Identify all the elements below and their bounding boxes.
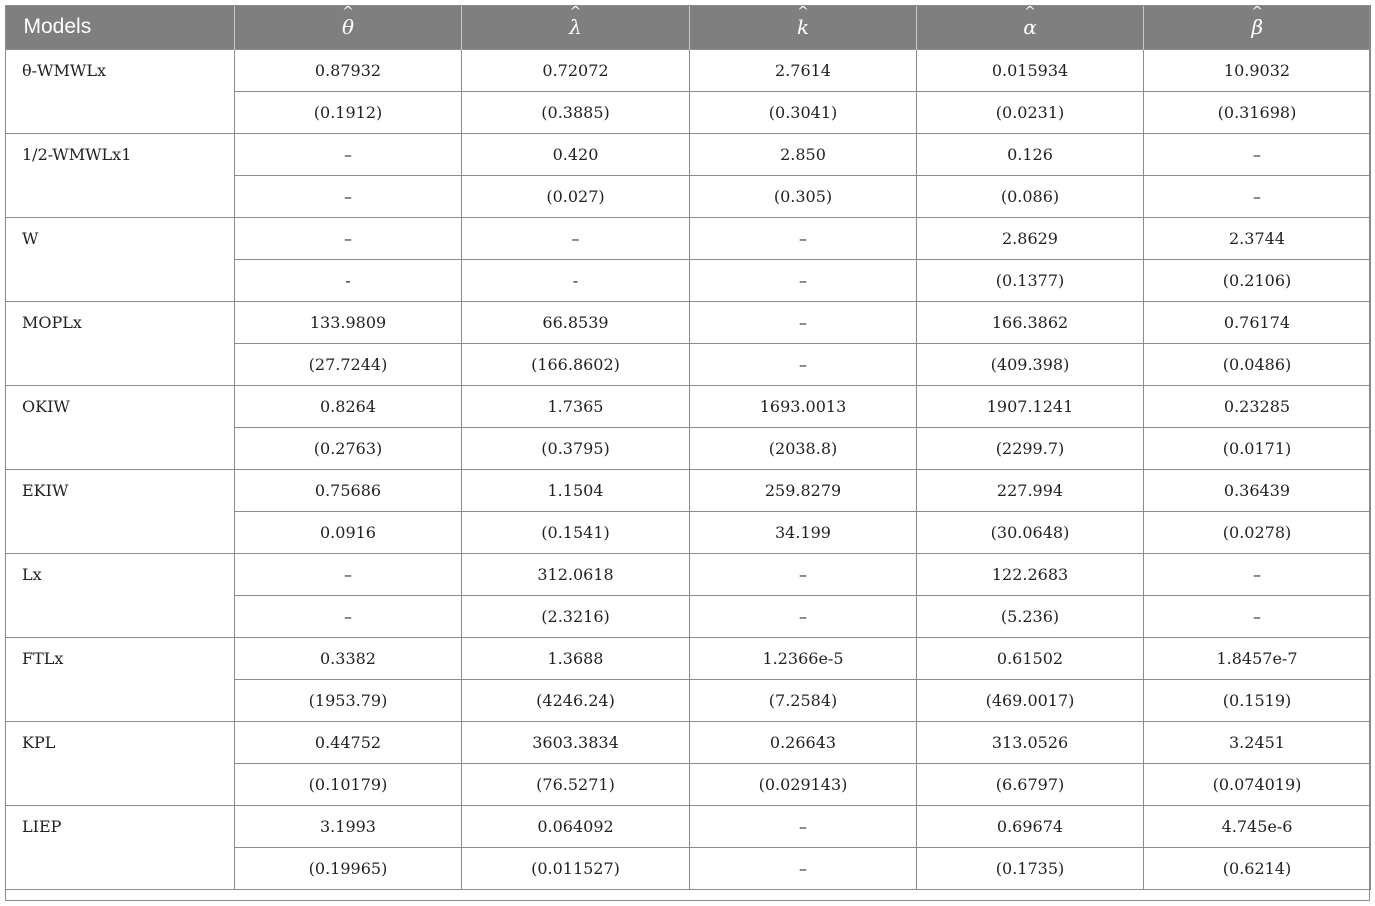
estimate-cell: 0.420 <box>462 134 690 176</box>
estimate-cell: 2.850 <box>690 134 917 176</box>
estimate-cell: 2.8629 <box>917 218 1144 260</box>
standard-error-cell: (0.074019) <box>1144 764 1371 806</box>
standard-error-cell: (76.5271) <box>462 764 690 806</box>
model-name-cell: MOPLx <box>6 302 235 386</box>
model-name-cell: LIEP <box>6 806 235 890</box>
standard-error-cell: (0.0278) <box>1144 512 1371 554</box>
estimate-cell: 0.69674 <box>917 806 1144 848</box>
estimate-cell: 10.9032 <box>1144 50 1371 92</box>
estimate-cell: 3.2451 <box>1144 722 1371 764</box>
standard-error-cell: (0.10179) <box>235 764 462 806</box>
estimate-cell: – <box>1144 554 1371 596</box>
standard-error-cell: (0.19965) <box>235 848 462 890</box>
standard-error-cell: (0.305) <box>690 176 917 218</box>
standard-error-cell: (0.1541) <box>462 512 690 554</box>
estimate-cell: 3.1993 <box>235 806 462 848</box>
estimate-cell: 1693.0013 <box>690 386 917 428</box>
table-row-estimates <box>6 386 1371 428</box>
standard-error-cell: – <box>690 344 917 386</box>
table-row-estimates <box>6 218 1371 260</box>
header-beta: ^ β <box>1144 5 1371 50</box>
standard-error-cell: (409.398) <box>917 344 1144 386</box>
standard-error-cell: (27.7244) <box>235 344 462 386</box>
model-name-cell: 1/2-WMWLx1 <box>6 134 235 218</box>
model-name-cell: OKIW <box>6 386 235 470</box>
standard-error-cell: (2.3216) <box>462 596 690 638</box>
standard-error-cell: (0.086) <box>917 176 1144 218</box>
table-row-estimates <box>6 50 1371 92</box>
estimate-cell: 4.745e-6 <box>1144 806 1371 848</box>
standard-error-cell: (7.2584) <box>690 680 917 722</box>
model-name-cell: Lx <box>6 554 235 638</box>
estimate-cell: 313.0526 <box>917 722 1144 764</box>
table-row-estimates <box>6 638 1371 680</box>
header-alpha: ^ α <box>917 5 1144 50</box>
estimate-cell: 0.26643 <box>690 722 917 764</box>
estimate-cell: – <box>1144 134 1371 176</box>
standard-error-cell: – <box>690 596 917 638</box>
model-name-cell: W <box>6 218 235 302</box>
standard-error-cell: – <box>1144 176 1371 218</box>
estimate-cell: 0.44752 <box>235 722 462 764</box>
estimate-cell: 1907.1241 <box>917 386 1144 428</box>
standard-error-cell: – <box>1144 596 1371 638</box>
standard-error-cell: (0.0231) <box>917 92 1144 134</box>
model-name-cell: EKIW <box>6 470 235 554</box>
standard-error-cell: (0.1912) <box>235 92 462 134</box>
estimate-cell: 1.8457e-7 <box>1144 638 1371 680</box>
standard-error-cell: (30.0648) <box>917 512 1144 554</box>
model-name-cell: θ-WMWLx <box>6 50 235 134</box>
model-name-cell: KPL <box>6 722 235 806</box>
estimate-cell: 0.015934 <box>917 50 1144 92</box>
estimate-cell: 227.994 <box>917 470 1144 512</box>
standard-error-cell: (2299.7) <box>917 428 1144 470</box>
table-row-estimates <box>6 134 1371 176</box>
standard-error-cell: (0.027) <box>462 176 690 218</box>
model-name-cell: FTLx <box>6 638 235 722</box>
standard-error-cell: - <box>235 260 462 302</box>
standard-error-cell: (0.3795) <box>462 428 690 470</box>
standard-error-cell: - <box>462 260 690 302</box>
standard-error-cell: (1953.79) <box>235 680 462 722</box>
estimate-cell: 0.72072 <box>462 50 690 92</box>
header-theta: ^ θ <box>235 5 462 50</box>
standard-error-cell: (5.236) <box>917 596 1144 638</box>
standard-error-cell: (0.2106) <box>1144 260 1371 302</box>
standard-error-cell: (0.1519) <box>1144 680 1371 722</box>
estimate-cell: 0.75686 <box>235 470 462 512</box>
estimate-cell: – <box>690 554 917 596</box>
standard-error-cell: (0.0486) <box>1144 344 1371 386</box>
estimate-cell: 66.8539 <box>462 302 690 344</box>
estimate-cell: 1.7365 <box>462 386 690 428</box>
estimate-cell: 2.3744 <box>1144 218 1371 260</box>
estimate-cell: – <box>690 302 917 344</box>
estimate-cell: 0.76174 <box>1144 302 1371 344</box>
estimate-cell: 166.3862 <box>917 302 1144 344</box>
estimate-cell: 312.0618 <box>462 554 690 596</box>
estimate-cell: 1.3688 <box>462 638 690 680</box>
standard-error-cell: (2038.8) <box>690 428 917 470</box>
estimate-cell: 133.9809 <box>235 302 462 344</box>
standard-error-cell: (0.0171) <box>1144 428 1371 470</box>
estimate-cell: 0.23285 <box>1144 386 1371 428</box>
header-k: ^ k <box>690 5 917 50</box>
standard-error-cell: – <box>690 848 917 890</box>
estimate-cell: 0.87932 <box>235 50 462 92</box>
standard-error-cell: (0.3885) <box>462 92 690 134</box>
standard-error-cell: – <box>690 260 917 302</box>
estimate-cell: 0.126 <box>917 134 1144 176</box>
standard-error-cell: – <box>235 176 462 218</box>
standard-error-cell: (6.6797) <box>917 764 1144 806</box>
standard-error-cell: (0.31698) <box>1144 92 1371 134</box>
estimate-cell: 3603.3834 <box>462 722 690 764</box>
estimate-cell: 1.1504 <box>462 470 690 512</box>
header-lambda: ^ λ <box>462 5 690 50</box>
header-row <box>6 5 1371 50</box>
estimate-cell: – <box>690 806 917 848</box>
standard-error-cell: (0.029143) <box>690 764 917 806</box>
standard-error-cell: (166.8602) <box>462 344 690 386</box>
table-row-estimates <box>6 302 1371 344</box>
standard-error-cell: – <box>235 596 462 638</box>
standard-error-cell: (0.011527) <box>462 848 690 890</box>
table-row-estimates <box>6 470 1371 512</box>
standard-error-cell: 34.199 <box>690 512 917 554</box>
estimate-cell: – <box>235 134 462 176</box>
estimate-cell: 122.2683 <box>917 554 1144 596</box>
estimate-cell: 0.36439 <box>1144 470 1371 512</box>
standard-error-cell: 0.0916 <box>235 512 462 554</box>
estimate-cell: 0.064092 <box>462 806 690 848</box>
estimate-cell: 0.3382 <box>235 638 462 680</box>
table-row-estimates <box>6 722 1371 764</box>
estimate-cell: – <box>235 218 462 260</box>
estimate-cell: 0.61502 <box>917 638 1144 680</box>
estimate-cell: 1.2366e-5 <box>690 638 917 680</box>
estimate-cell: – <box>462 218 690 260</box>
estimate-cell: 0.8264 <box>235 386 462 428</box>
estimate-cell: – <box>690 218 917 260</box>
header-models: Models <box>6 5 235 50</box>
parameter-estimates-table <box>5 5 1371 890</box>
estimate-cell: 259.8279 <box>690 470 917 512</box>
estimate-cell: – <box>235 554 462 596</box>
standard-error-cell: (0.1377) <box>917 260 1144 302</box>
standard-error-cell: (0.3041) <box>690 92 917 134</box>
standard-error-cell: (0.2763) <box>235 428 462 470</box>
estimate-cell: 2.7614 <box>690 50 917 92</box>
standard-error-cell: (4246.24) <box>462 680 690 722</box>
standard-error-cell: (469.0017) <box>917 680 1144 722</box>
table-row-estimates <box>6 806 1371 848</box>
table-row-estimates <box>6 554 1371 596</box>
standard-error-cell: (0.6214) <box>1144 848 1371 890</box>
standard-error-cell: (0.1735) <box>917 848 1144 890</box>
